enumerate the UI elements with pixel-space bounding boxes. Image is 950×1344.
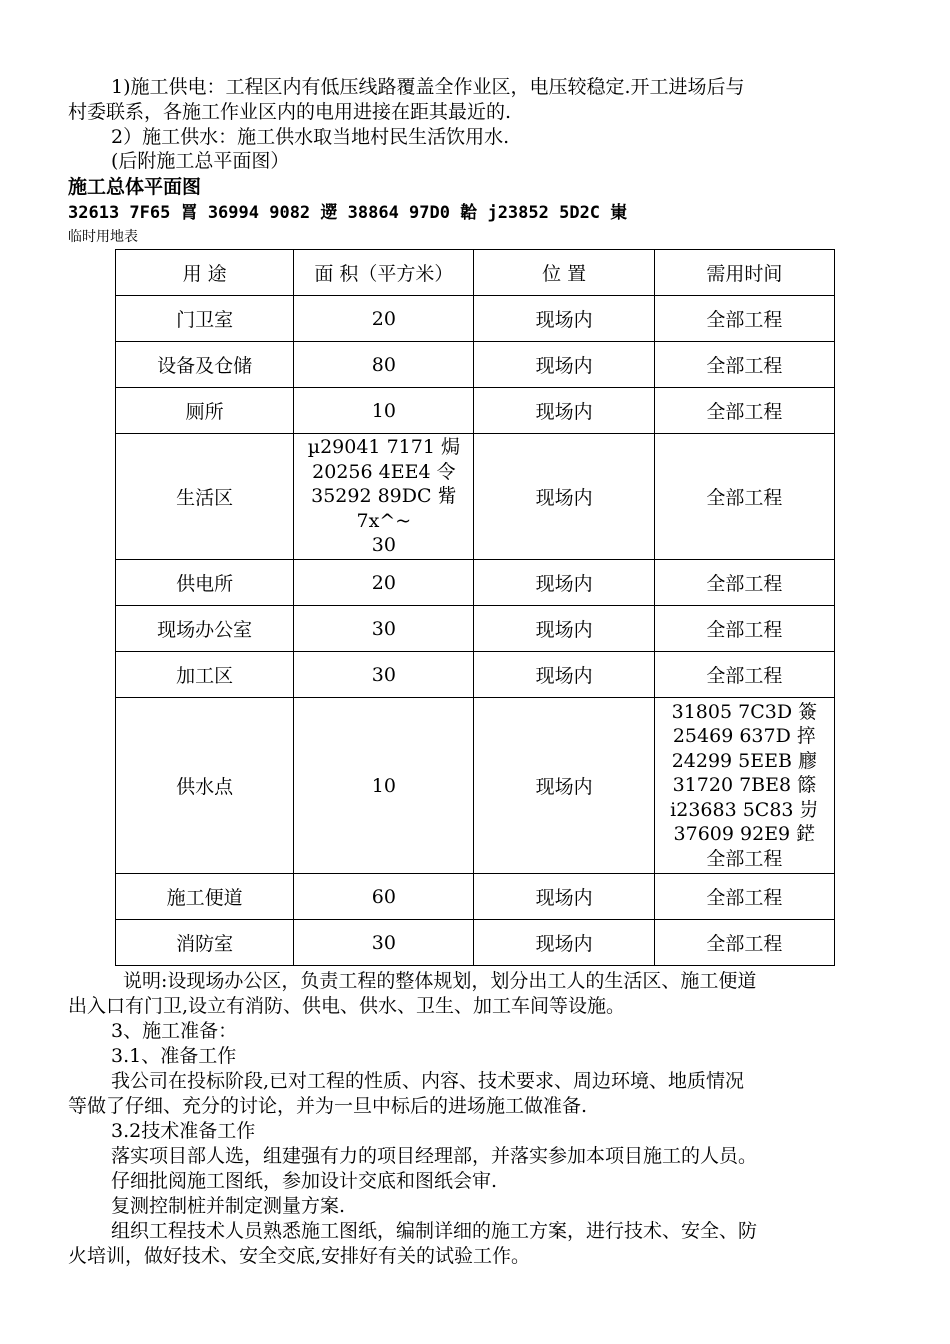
cell-use: 现场办公室 — [116, 606, 294, 652]
intro-water: 2）施工供水：施工供水取当地村民生活饮用水. — [111, 126, 510, 148]
cell-location: 现场内 — [474, 874, 654, 920]
table-row — [116, 698, 835, 874]
cell-location: 现场内 — [474, 434, 654, 560]
cell-time-multiline — [654, 698, 834, 874]
section-3-2-heading: 3.2技术准备工作 — [111, 1120, 256, 1142]
header-time: 需用时间 — [654, 250, 834, 296]
cell-location: 现场内 — [474, 652, 654, 698]
cell-location: 现场内 — [474, 920, 654, 966]
cell-use: 厕所 — [116, 388, 294, 434]
table-row — [116, 652, 835, 698]
cell-area: 30 — [294, 652, 474, 698]
cell-use: 设备及仓储 — [116, 342, 294, 388]
table-header-row — [116, 250, 835, 296]
cell-time: 全部工程 — [654, 920, 834, 966]
section-3-1-heading: 3.1、准备工作 — [111, 1045, 237, 1067]
table-row — [116, 874, 835, 920]
cell-time-line: i23683 5C83 岃 — [670, 798, 819, 821]
cell-area-line: 20256 4EE4 令 — [312, 460, 456, 483]
table-row — [116, 388, 835, 434]
cell-location: 现场内 — [474, 698, 654, 874]
land-use-table — [115, 249, 835, 966]
cell-time: 全部工程 — [654, 388, 834, 434]
cell-area: 20 — [294, 560, 474, 606]
cell-time: 全部工程 — [654, 874, 834, 920]
cell-location: 现场内 — [474, 388, 654, 434]
cell-time: 全部工程 — [654, 342, 834, 388]
cell-location: 现场内 — [474, 560, 654, 606]
cell-area: 10 — [294, 698, 474, 874]
cell-time-line: 24299 5EEB 廫 — [671, 749, 818, 772]
intro-appendix-note: (后附施工总平面图） — [111, 150, 290, 172]
cell-area: 10 — [294, 388, 474, 434]
cell-area: 30 — [294, 920, 474, 966]
section-title: 施工总体平面图 — [68, 176, 202, 198]
cell-area-line: µ29041 7171 焗 — [307, 436, 460, 459]
cell-use: 加工区 — [116, 652, 294, 698]
cell-area: 60 — [294, 874, 474, 920]
cell-time: 全部工程 — [654, 296, 834, 342]
cell-use: 消防室 — [116, 920, 294, 966]
cell-time: 全部工程 — [654, 652, 834, 698]
cell-use: 生活区 — [116, 434, 294, 560]
header-use: 用 途 — [116, 250, 294, 296]
intro-power-line-2: 村委联系，各施工作业区内的电用进接在距其最近的. — [68, 101, 512, 123]
cell-time: 全部工程 — [654, 560, 834, 606]
cell-location: 现场内 — [474, 342, 654, 388]
cell-area-multiline — [294, 434, 474, 560]
cell-use: 供电所 — [116, 560, 294, 606]
cell-area-line: 7x^~ — [356, 509, 412, 532]
cell-location: 现场内 — [474, 296, 654, 342]
garbled-code-line: 32613 7F65 罥 36994 9082 遻 38864 97D0 韐 j23852 5D2C 崬 — [68, 203, 628, 223]
cell-area: 20 — [294, 296, 474, 342]
cell-area-line: 35292 89DC 觜 — [311, 485, 457, 508]
cell-time: 全部工程 — [654, 434, 834, 560]
cell-location: 现场内 — [474, 606, 654, 652]
header-area: 面 积（平方米） — [294, 250, 474, 296]
prep-para-line-1: 我公司在投标阶段,已对工程的性质、内容、技术要求、周边环境、地质情况 — [111, 1070, 745, 1092]
table-row — [116, 342, 835, 388]
cell-use: 门卫室 — [116, 296, 294, 342]
table-row — [116, 434, 835, 560]
table-row — [116, 560, 835, 606]
cell-time-line: 25469 637D 捽 — [672, 725, 816, 748]
tech-prep-item-3: 复测控制桩并制定测量方案. — [111, 1195, 346, 1217]
notes-line-2: 出入口有门卫,设立有消防、供电、供水、卫生、加工车间等设施。 — [68, 995, 626, 1017]
cell-use: 供水点 — [116, 698, 294, 874]
tech-prep-item-4-line-2: 火培训，做好技术、安全交底,安排好有关的试验工作。 — [68, 1245, 531, 1267]
table-row — [116, 296, 835, 342]
tech-prep-item-1: 落实项目部人选，组建强有力的项目经理部，并落实参加本项目施工的人员。 — [111, 1145, 758, 1167]
notes-line-1: 说明:设现场办公区，负责工程的整体规划，划分出工人的生活区、施工便道 — [123, 970, 757, 992]
cell-use: 施工便道 — [116, 874, 294, 920]
tech-prep-item-4-line-1: 组织工程技术人员熟悉施工图纸，编制详细的施工方案，进行技术、安全、防 — [111, 1220, 758, 1242]
cell-area-line: 30 — [371, 534, 396, 557]
cell-area: 30 — [294, 606, 474, 652]
tech-prep-item-2: 仔细批阅施工图纸，参加设计交底和图纸会审. — [111, 1170, 498, 1192]
cell-time-line: 全部工程 — [706, 847, 783, 870]
cell-time-line: 31720 7BE8 篨 — [672, 774, 817, 797]
cell-time: 全部工程 — [654, 606, 834, 652]
header-location: 位 置 — [474, 250, 654, 296]
prep-para-line-2: 等做了仔细、充分的讨论，并为一旦中标后的进场施工做准备. — [68, 1095, 588, 1117]
cell-time-line: 31805 7C3D 簽 — [671, 700, 818, 723]
table-caption: 临时用地表 — [68, 229, 138, 245]
table-row — [116, 920, 835, 966]
table-row — [116, 606, 835, 652]
cell-area: 80 — [294, 342, 474, 388]
cell-time-line: 37609 92E9 鋩 — [673, 823, 816, 846]
intro-power-line-1: 1)施工供电：工程区内有低压线路覆盖全作业区，电压较稳定.开工进场后与 — [111, 76, 745, 98]
section-3-heading: 3、施工准备： — [111, 1020, 238, 1042]
